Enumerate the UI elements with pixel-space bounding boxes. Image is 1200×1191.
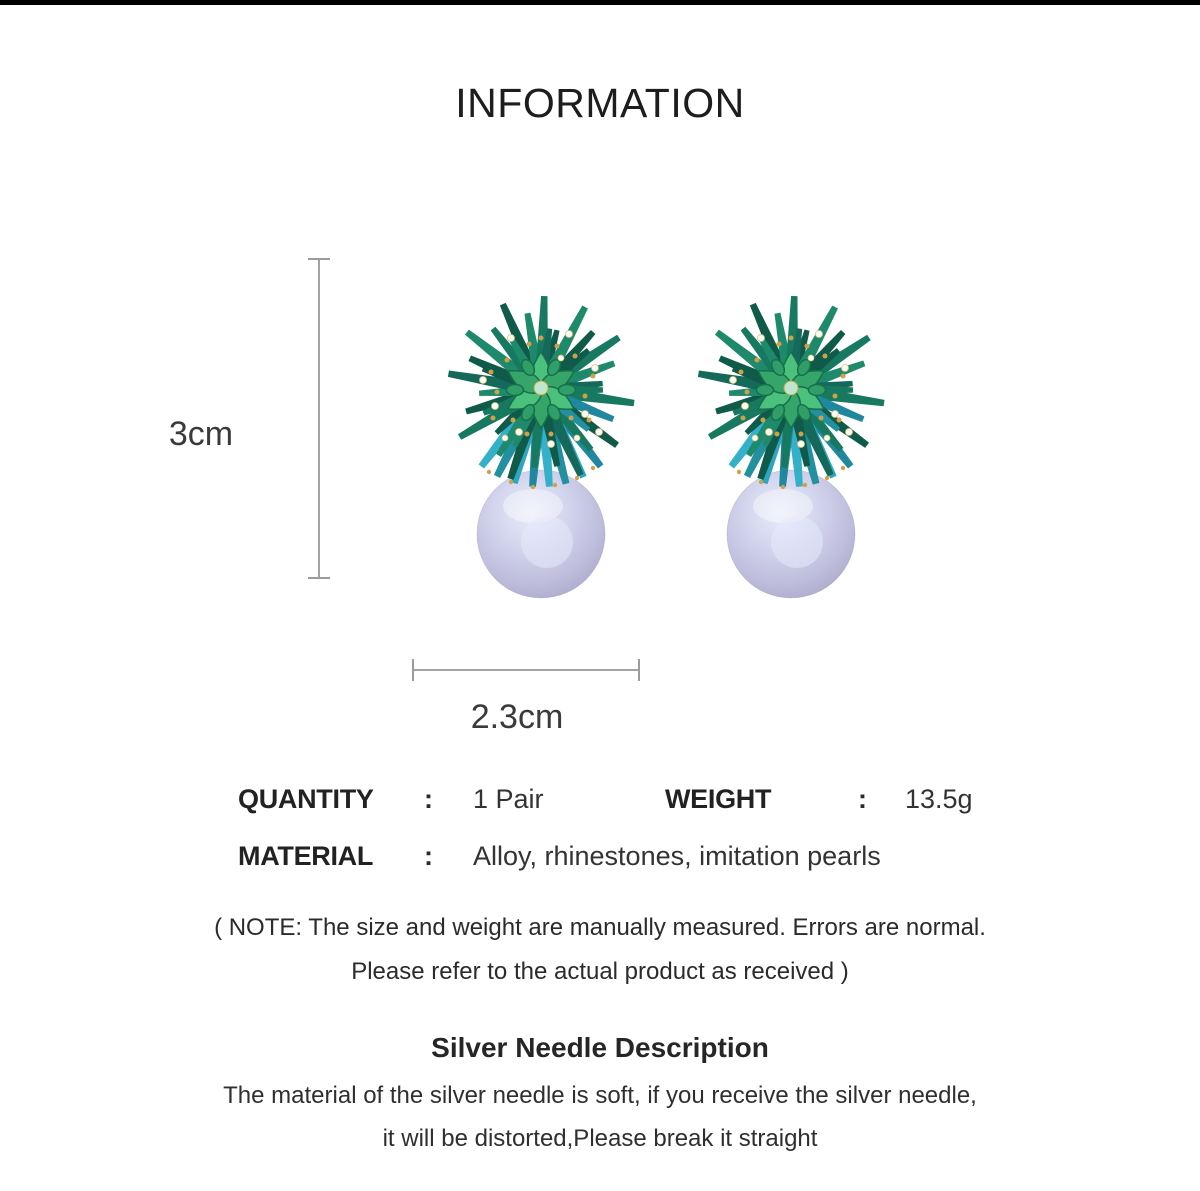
quantity-value: 1 Pair bbox=[473, 784, 544, 814]
top-border-bar bbox=[0, 0, 1200, 5]
material-colon: : bbox=[424, 841, 433, 871]
note-line-2: Please refer to the actual product as received ) bbox=[351, 958, 849, 985]
earring-left bbox=[447, 296, 635, 598]
product-photo-earrings bbox=[360, 262, 980, 612]
height-ruler-bottom-cap bbox=[308, 577, 330, 579]
quantity-colon: : bbox=[424, 784, 433, 814]
width-dimension-label: 2.3cm bbox=[470, 698, 564, 736]
weight-label: WEIGHT bbox=[665, 784, 772, 814]
page-title: INFORMATION bbox=[455, 80, 745, 127]
material-value: Alloy, rhinestones, imitation pearls bbox=[473, 841, 881, 871]
material-label: MATERIAL bbox=[238, 841, 374, 871]
width-ruler-right-tick bbox=[638, 659, 640, 681]
height-ruler-line bbox=[318, 260, 320, 577]
width-ruler-line bbox=[414, 669, 638, 671]
note-line-1: ( NOTE: The size and weight are manually measured. Errors are normal. bbox=[214, 914, 986, 941]
width-ruler bbox=[412, 659, 640, 681]
earring-right bbox=[697, 296, 885, 598]
quantity-label: QUANTITY bbox=[238, 784, 374, 814]
weight-value: 13.5g bbox=[905, 784, 973, 814]
height-dimension-label: 3cm bbox=[168, 415, 234, 453]
silver-needle-line-1: The material of the silver needle is soft, if you receive the silver needle, bbox=[223, 1082, 977, 1109]
weight-colon: : bbox=[858, 784, 867, 814]
silver-needle-heading: Silver Needle Description bbox=[431, 1032, 769, 1063]
height-ruler bbox=[308, 258, 330, 579]
silver-needle-line-2: it will be distorted,Please break it straight bbox=[382, 1125, 818, 1152]
